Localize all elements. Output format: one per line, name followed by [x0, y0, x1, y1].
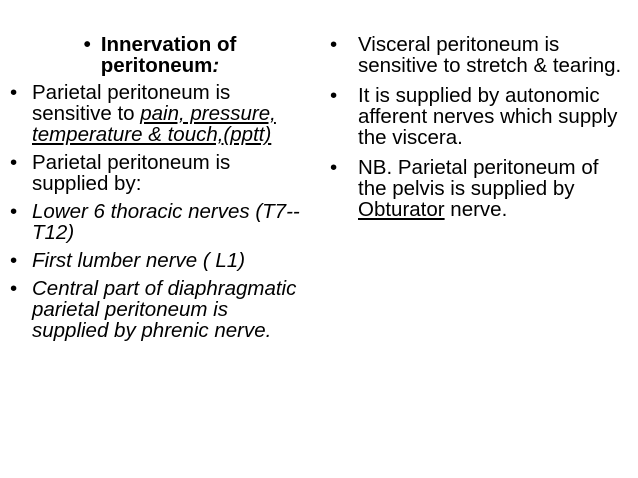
right-column	[330, 34, 630, 229]
bullet: •	[10, 277, 18, 300]
item-text: Parietal peritoneum is supplied by:	[32, 151, 231, 195]
bullet: •	[10, 249, 18, 272]
list-item	[10, 201, 310, 243]
item-text: Central part of diaphragmatic parietal peritoneum is supplied by phrenic nerve.	[32, 277, 297, 342]
bullet: •	[330, 156, 338, 179]
bullet: •	[330, 33, 338, 56]
bullet: •	[10, 81, 18, 104]
left-bullet-list	[10, 34, 310, 341]
bullet: •	[10, 200, 18, 223]
list-item	[330, 157, 630, 220]
obturator-underlined: Obturator	[358, 198, 445, 221]
heading-colon: :	[212, 54, 220, 77]
item-underlined-text: pain, pressure, temperature & touch,(pptt)	[32, 102, 276, 146]
item-text: Visceral peritoneum is sensitive to stretch & tearing.	[358, 33, 622, 77]
list-item	[10, 152, 310, 194]
right-bullet-list	[330, 34, 630, 220]
list-item	[330, 34, 630, 76]
heading-line1: Innervation of	[100, 33, 237, 56]
list-item	[330, 85, 630, 148]
heading-line2: peritoneum	[100, 54, 213, 77]
list-item	[10, 250, 310, 271]
item-text: It is supplied by autonomic afferent nerves which supply the viscera.	[358, 84, 618, 149]
left-column	[10, 34, 310, 348]
bullet: •	[330, 84, 338, 107]
list-item	[10, 82, 310, 145]
item-text-end: nerve.	[444, 198, 508, 221]
item-text: Lower 6 thoracic nerves (T7-- T12)	[32, 200, 300, 244]
heading-innervation	[10, 34, 310, 76]
item-text: Parietal peritoneum is sensitive to	[32, 81, 231, 125]
bullet: •	[10, 151, 18, 174]
item-text: NB. Parietal peritoneum of the pelvis is supplied by	[358, 156, 599, 200]
bullet: •	[83, 33, 91, 56]
list-item	[10, 278, 310, 341]
item-text: First lumber nerve ( L1)	[32, 249, 246, 272]
